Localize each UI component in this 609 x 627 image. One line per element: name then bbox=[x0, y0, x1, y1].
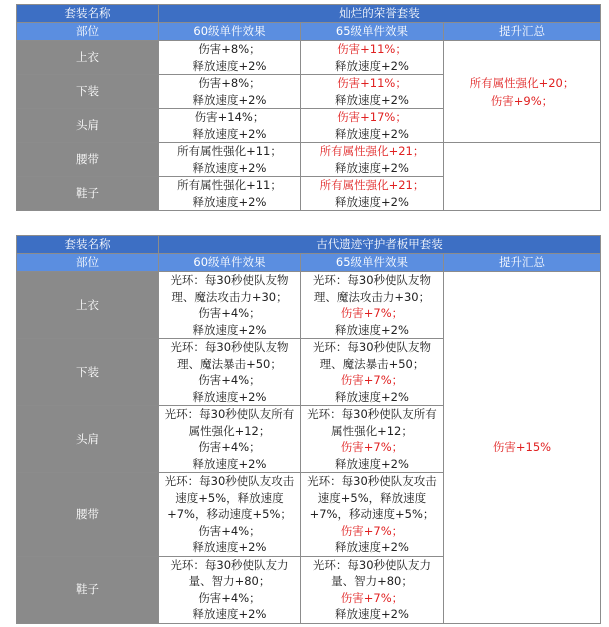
col-65-header: 65级单件效果 bbox=[301, 23, 444, 41]
effect-text: 伤害+8%； bbox=[198, 42, 261, 56]
column-header-row bbox=[17, 254, 601, 272]
highlight-text: 伤害+7%； bbox=[340, 440, 404, 454]
effect-text: 速度+5%，释放速度 bbox=[175, 490, 284, 505]
part-cell: 腰带 bbox=[17, 143, 159, 177]
effect-text: 理、魔法攻击力+30； bbox=[313, 289, 431, 304]
effect-65-cell bbox=[301, 272, 444, 339]
effect-text: 释放速度+2% bbox=[192, 194, 267, 209]
effect-text: 释放速度+2% bbox=[192, 389, 267, 404]
effect-text: 光环：每30秒使队友物 bbox=[312, 273, 432, 287]
table-header-row bbox=[17, 236, 601, 254]
col-60-header: 60级单件效果 bbox=[159, 254, 301, 272]
effect-65-cell bbox=[301, 473, 444, 557]
part-cell: 下装 bbox=[17, 339, 159, 406]
effect-65-cell bbox=[301, 339, 444, 406]
effect-text: 伤害+14%； bbox=[194, 110, 265, 124]
effect-text: 量、智力+80； bbox=[188, 574, 271, 588]
effect-60-cell bbox=[159, 143, 301, 177]
effect-text: +7%，移动速度+5%； bbox=[167, 507, 292, 521]
effect-65-cell bbox=[301, 556, 444, 623]
summary-cell bbox=[444, 41, 601, 143]
effect-text: 光环：每30秒使队友攻击 bbox=[164, 474, 295, 488]
col-65-header: 65级单件效果 bbox=[301, 254, 444, 272]
effect-text: 光环：每30秒使队友物 bbox=[312, 340, 432, 354]
effect-text: 光环：每30秒使队友物 bbox=[170, 340, 289, 354]
effect-text: 释放速度+2% bbox=[335, 58, 409, 73]
effect-text: 所有属性强化+20； bbox=[469, 75, 575, 90]
effect-text: 光环：每30秒使队友物 bbox=[170, 273, 289, 287]
part-cell: 鞋子 bbox=[17, 177, 159, 211]
effect-text: 速度+5%，释放速度 bbox=[317, 490, 427, 505]
effect-text: +7%，移动速度+5%； bbox=[309, 507, 435, 521]
part-cell: 头肩 bbox=[17, 109, 159, 143]
table-row bbox=[17, 143, 601, 177]
effect-65-cell bbox=[301, 75, 444, 109]
effect-text: 释放速度+2% bbox=[192, 58, 267, 73]
col-part-header: 部位 bbox=[17, 254, 159, 272]
effect-60-cell bbox=[159, 75, 301, 109]
table-header-row bbox=[17, 5, 601, 23]
highlight-text: 伤害+7%； bbox=[340, 523, 404, 538]
col-summary-header: 提升汇总 bbox=[444, 254, 601, 272]
effect-65-cell bbox=[301, 177, 444, 211]
effect-text: 释放速度+2% bbox=[192, 456, 267, 471]
highlight-text: 伤害+17%； bbox=[337, 110, 407, 124]
effect-text: 光环：每30秒使队友所有 bbox=[164, 407, 295, 421]
effect-text: 释放速度+2% bbox=[192, 126, 267, 141]
part-cell: 腰带 bbox=[17, 473, 159, 557]
effect-text: 释放速度+2% bbox=[335, 322, 409, 337]
effect-60-cell bbox=[159, 473, 301, 557]
effect-text: 伤害+4%； bbox=[198, 306, 261, 320]
effect-65-cell bbox=[301, 109, 444, 143]
effect-text: 释放速度+2% bbox=[192, 92, 267, 107]
effect-text: 伤害+4%； bbox=[198, 523, 261, 538]
table-row bbox=[17, 41, 601, 75]
effect-text: 光环：每30秒使队友力 bbox=[170, 557, 289, 572]
effect-text: 释放速度+2% bbox=[335, 456, 409, 471]
effect-text: 释放速度+2% bbox=[335, 607, 409, 621]
set-name: 古代遗迹守护者板甲套装 bbox=[159, 236, 601, 254]
effect-text: 属性强化+12； bbox=[188, 423, 271, 438]
effect-60-cell bbox=[159, 272, 301, 339]
effect-text: 理、魔法暴击+50； bbox=[177, 356, 282, 371]
effect-60-cell bbox=[159, 177, 301, 211]
effect-60-cell bbox=[159, 41, 301, 75]
effect-text: 理、魔法攻击力+30； bbox=[171, 289, 288, 304]
effect-text: 释放速度+2% bbox=[335, 92, 409, 107]
effect-text: 释放速度+2% bbox=[335, 160, 409, 175]
col-summary-header: 提升汇总 bbox=[444, 23, 601, 41]
part-cell: 上衣 bbox=[17, 41, 159, 75]
highlight-text: 所有属性强化+21； bbox=[319, 144, 425, 158]
effect-60-cell bbox=[159, 109, 301, 143]
effect-text: 释放速度+2% bbox=[335, 540, 409, 554]
effect-text: 释放速度+2% bbox=[335, 194, 409, 209]
effect-text: 所有属性强化+11； bbox=[177, 144, 282, 158]
part-cell: 鞋子 bbox=[17, 556, 159, 623]
effect-text: 理、魔法暴击+50； bbox=[319, 356, 425, 371]
effect-text: 伤害+9%； bbox=[490, 93, 554, 108]
highlight-text: 伤害+7%； bbox=[340, 373, 404, 387]
set-name-label: 套装名称 bbox=[17, 236, 159, 254]
part-cell: 上衣 bbox=[17, 272, 159, 339]
part-cell: 头肩 bbox=[17, 406, 159, 473]
column-header-row bbox=[17, 23, 601, 41]
effect-text: 释放速度+2% bbox=[192, 540, 267, 554]
effect-text: 光环：每30秒使队友攻击 bbox=[307, 474, 437, 488]
highlight-text: 伤害+7%； bbox=[340, 306, 404, 320]
effect-65-cell bbox=[301, 143, 444, 177]
effect-text: 释放速度+2% bbox=[335, 126, 409, 141]
effect-text: 释放速度+2% bbox=[192, 160, 267, 175]
set-name-label: 套装名称 bbox=[17, 5, 159, 23]
effect-text: 释放速度+2% bbox=[335, 389, 409, 404]
highlight-text: 伤害+11%； bbox=[337, 76, 407, 90]
highlight-text: 伤害+7%； bbox=[340, 590, 404, 605]
effect-60-cell bbox=[159, 556, 301, 623]
part-cell: 下装 bbox=[17, 75, 159, 109]
empty-summary-cell bbox=[444, 143, 601, 211]
highlight-text: 所有属性强化+21； bbox=[319, 178, 425, 192]
effect-text: 释放速度+2% bbox=[192, 607, 267, 621]
col-part-header: 部位 bbox=[17, 23, 159, 41]
table-row bbox=[17, 272, 601, 339]
effect-65-cell bbox=[301, 406, 444, 473]
set-name: 灿烂的荣誉套装 bbox=[159, 5, 601, 23]
set-table-radiant-honor bbox=[16, 4, 601, 211]
effect-text: 伤害+8%； bbox=[198, 76, 261, 90]
effect-text: 光环：每30秒使队友所有 bbox=[307, 407, 437, 421]
summary-cell bbox=[444, 272, 601, 624]
effect-text: 伤害+15% bbox=[492, 440, 552, 455]
set-table-ancient-guardian bbox=[16, 235, 601, 624]
effect-text: 伤害+4%； bbox=[198, 590, 261, 605]
highlight-text: 伤害+11%； bbox=[337, 42, 407, 56]
effect-text: 伤害+4%； bbox=[198, 373, 261, 387]
effect-60-cell bbox=[159, 406, 301, 473]
effect-text: 属性强化+12； bbox=[331, 423, 413, 438]
effect-text: 量、智力+80； bbox=[331, 574, 413, 588]
effect-text: 所有属性强化+11； bbox=[177, 178, 282, 192]
effect-text: 伤害+4%； bbox=[198, 440, 261, 454]
effect-60-cell bbox=[159, 339, 301, 406]
effect-text: 光环：每30秒使队友力 bbox=[312, 557, 432, 572]
effect-65-cell bbox=[301, 41, 444, 75]
effect-text: 释放速度+2% bbox=[192, 322, 267, 337]
col-60-header: 60级单件效果 bbox=[159, 23, 301, 41]
